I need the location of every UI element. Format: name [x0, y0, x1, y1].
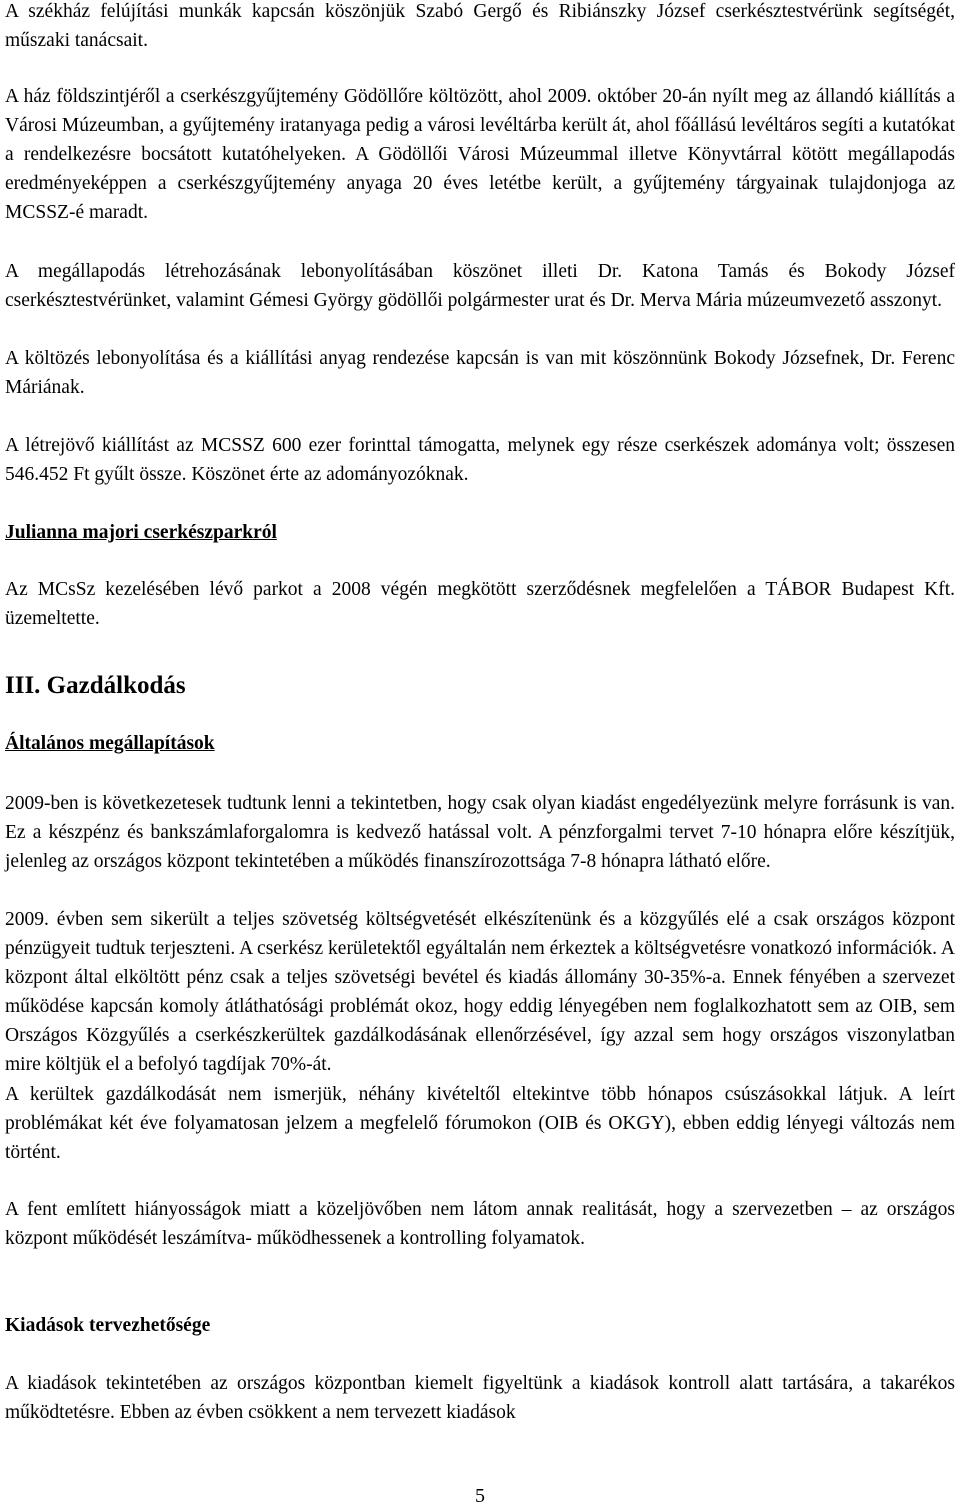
paragraph-park-operation: Az MCsSz kezelésében lévő parkot a 2008 végén megkötött szerződésnek megfelelően a TÁBOR Budapest Kft. üzemeltette.	[5, 579, 955, 629]
heading-julianna-park: Julianna majori cserkészparkról	[5, 522, 277, 543]
section-title-gazdalkodas: III. Gazdálkodás	[5, 672, 186, 699]
heading-expense-planning: Kiadások tervezhetősége	[5, 1315, 211, 1336]
paragraph-collection-move: A ház földszintjéről a cserkészgyűjtemény Gödöllőre költözött, ahol 2009. október 20-án nyílt meg az állandó kiállítás a Városi Múzeumban, a gyűjtemény iratanyaga pedig a városi levéltárba került át, ahol főállású levéltáros segíti a kutatókat a rendelkezésre bocsátott kutatóhelyeken. A Gödöllői Városi Múzeummal illetve Könyvtárral kötött megállapodás eredményeképpen a cserkészgyűjtemény anyaga 20 éves letétbe került, a gyűjtemény tárgyainak tulajdonjoga az MCSSZ-é maradt.	[5, 86, 955, 223]
heading-general-findings: Általános megállapítások	[5, 733, 215, 754]
page-number: 5	[475, 1485, 485, 1507]
paragraph-controlling: A fent említett hiányosságok miatt a közeljövőben nem látom annak realitását, hogy a szervezetben – az országos központ működését leszámítva- működhessenek a kontrolling folyamatok.	[5, 1199, 955, 1249]
paragraph-districts-finance: A kerültek gazdálkodását nem ismerjük, néhány kivételtől eltekintve több hónapos csúszásokkal látjuk. A leírt problémákat két éve folyamatosan jelzem a megfelelő fórumokon (OIB és OKGY), ebben eddig lényegi változás nem történt.	[5, 1084, 955, 1163]
paragraph-exhibition-support: A létrejövő kiállítást az MCSSZ 600 ezer forinttal támogatta, melynek egy része cserkészek adománya volt; összesen 546.452 Ft gyűlt össze. Köszönet érte az adományozóknak.	[5, 435, 955, 485]
paragraph-agreement-thanks: A megállapodás létrehozásának lebonyolításában köszönet illeti Dr. Katona Tamás és Bokody József cserkésztestvérünket, valamint Gémesi György gödöllői polgármester urat és Dr. Merva Mária múzeumvezető asszonyt.	[5, 261, 955, 311]
paragraph-move-thanks: A költözés lebonyolítása és a kiállítási anyag rendezése kapcsán is van mit köszönnünk Bokody Józsefnek, Dr. Ferenc Máriának.	[5, 348, 955, 398]
paragraph-budget-2009: 2009. évben sem sikerült a teljes szövetség költségvetését elkészítenünk és a közgyűlés elé a csak országos központ pénzügyeit tudtuk terjeszteni. A cserkész kerületektől egyáltalán nem érkeztek a költségvetésre vonatkozó információk. A központ által elköltött pénz csak a teljes szövetségi bevétel és kiadás állomány 30-35%-a. Ennek fényében a szervezet működése kapcsán komoly átláthatósági problémát okoz, hogy eddig lényegében nem foglalkozhatott sem az OIB, sem Országos Közgyűlés a cserkészkerültek gazdálkodásának ellenőrzésével, így azzal sem hogy országos viszonylatban mire költjük el a befolyó tagdíjak 70%-át.	[5, 909, 955, 1075]
paragraph-expense-control: A kiadások tekintetében az országos központban kiemelt figyeltünk a kiadások kontroll alatt tartására, a takarékos működtetésre. Ebben az évben csökkent a nem tervezett kiadások	[5, 1373, 955, 1423]
paragraph-finance-2009: 2009-ben is következetesek tudtunk lenni a tekintetben, hogy csak olyan kiadást engedélyezünk melyre forrásunk is van. Ez a készpénz és bankszámlaforgalomra is kedvező hatással volt. A pénzforgalmi tervet 7-10 hónapra előre készítjük, jelenleg az országos központ tekintetében a működés finanszírozottsága 7-8 hónapra látható előre.	[5, 793, 955, 872]
paragraph-thanks-renovation: A székház felújítási munkák kapcsán köszönjük Szabó Gergő és Ribiánszky József cserkésztestvérünk segítségét, műszaki tanácsait.	[5, 1, 955, 51]
